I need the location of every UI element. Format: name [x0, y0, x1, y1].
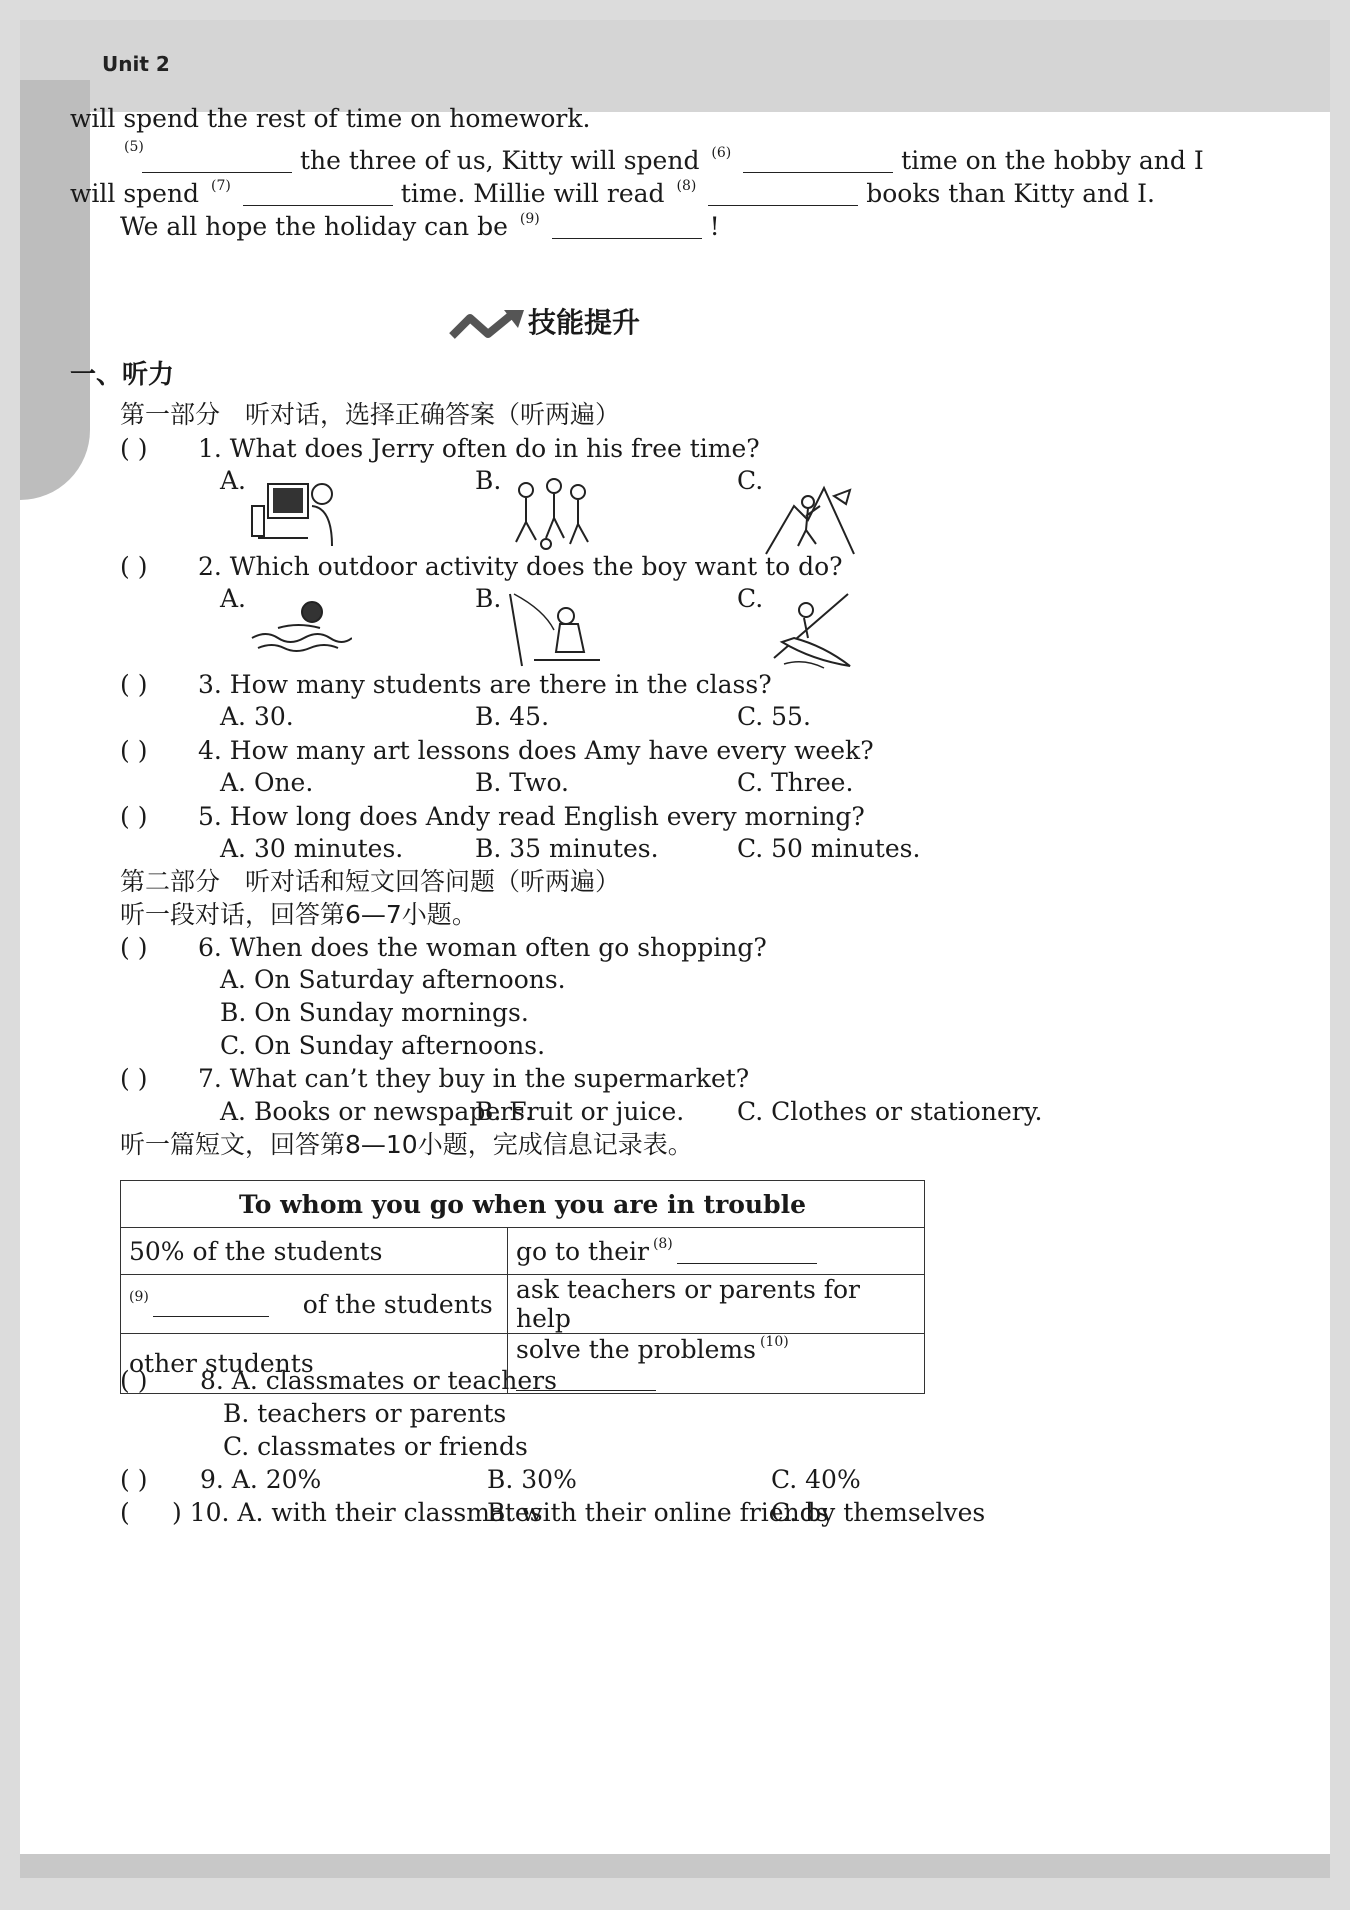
- option-1b: B.: [475, 466, 502, 495]
- part1-heading: 第一部分 听对话，选择正确答案（听两遍）: [120, 400, 621, 429]
- answer-paren-10[interactable]: (: [120, 1498, 130, 1527]
- passage-note: 听一篇短文，回答第8—10小题，完成信息记录表。: [120, 1130, 693, 1159]
- blank-table-9[interactable]: [153, 1294, 269, 1317]
- computer-user-picture[interactable]: [248, 476, 344, 554]
- question-7: 7. What can’t they buy in the supermarket?: [198, 1064, 750, 1093]
- kayaking-picture[interactable]: [764, 588, 856, 672]
- worksheet-page: [20, 20, 1330, 1878]
- answer-paren-4[interactable]: ( ): [120, 736, 148, 765]
- trend-arrow-icon: [448, 308, 528, 342]
- dialog-note: 听一段对话，回答第6—7小题。: [120, 900, 477, 929]
- option-1c: C.: [737, 466, 764, 495]
- blank-7[interactable]: [243, 183, 393, 206]
- option-10c[interactable]: C. by themselves: [771, 1498, 986, 1527]
- blank-6[interactable]: [743, 150, 893, 173]
- table-cell: $^{(9)}$ of the students: [121, 1275, 508, 1334]
- unit-label: Unit 2: [102, 52, 170, 76]
- option-2a: A.: [220, 584, 247, 613]
- question-6: 6. When does the woman often go shopping?: [198, 933, 767, 962]
- question-9-option-a[interactable]: 9. A. 20%: [200, 1465, 322, 1494]
- option-8c[interactable]: C. classmates or friends: [223, 1432, 528, 1461]
- question-5: 5. How long does Andy read English every morning?: [198, 802, 865, 831]
- option-5c[interactable]: C. 50 minutes.: [737, 834, 921, 863]
- question-10-option-a[interactable]: ) 10. A. with their classmates: [172, 1498, 543, 1527]
- option-7c[interactable]: C. Clothes or stationery.: [737, 1097, 1043, 1126]
- option-3b[interactable]: B. 45.: [475, 702, 550, 731]
- option-1a: A.: [220, 466, 247, 495]
- table-cell: other students: [121, 1334, 508, 1394]
- question-8-option-a[interactable]: 8. A. classmates or teachers: [200, 1366, 557, 1395]
- answer-paren-9[interactable]: ( ): [120, 1465, 148, 1494]
- reading-line-4: We all hope the holiday can be $^{(9)}$ !: [120, 211, 720, 241]
- reading-line-2: (5) the three of us, Kitty will spend $^{(6)}$ time on the hobby and I: [124, 139, 1204, 175]
- option-8b[interactable]: B. teachers or parents: [223, 1399, 507, 1428]
- answer-paren-3[interactable]: ( ): [120, 670, 148, 699]
- option-9c[interactable]: C. 40%: [771, 1465, 861, 1494]
- question-3: 3. How many students are there in the class?: [198, 670, 772, 699]
- option-6b[interactable]: B. On Sunday mornings.: [220, 998, 529, 1027]
- fishing-picture[interactable]: [504, 590, 600, 670]
- option-10b[interactable]: B. with their online friends: [487, 1498, 829, 1527]
- option-5a[interactable]: A. 30 minutes.: [220, 834, 404, 863]
- blank-9[interactable]: [552, 216, 702, 239]
- blank-table-8[interactable]: [677, 1241, 817, 1264]
- answer-paren-5[interactable]: ( ): [120, 802, 148, 831]
- answer-paren-1[interactable]: ( ): [120, 434, 148, 463]
- option-9b[interactable]: B. 30%: [487, 1465, 577, 1494]
- answer-paren-8[interactable]: ( ): [120, 1366, 148, 1395]
- page-footer-band: [20, 1854, 1330, 1878]
- option-3a[interactable]: A. 30.: [220, 702, 294, 731]
- table-cell: go to their $^{(8)}$: [508, 1228, 925, 1275]
- blank-5[interactable]: [142, 150, 292, 173]
- table-title-row: [121, 1181, 925, 1228]
- question-1: 1. What does Jerry often do in his free time?: [198, 434, 760, 463]
- question-4: 4. How many art lessons does Amy have every week?: [198, 736, 874, 765]
- table-cell: 50% of the students: [121, 1228, 508, 1275]
- option-5b[interactable]: B. 35 minutes.: [475, 834, 659, 863]
- option-4a[interactable]: A. One.: [220, 768, 314, 797]
- option-4c[interactable]: C. Three.: [737, 768, 854, 797]
- answer-paren-7[interactable]: ( ): [120, 1064, 148, 1093]
- football-players-picture[interactable]: [506, 476, 596, 556]
- question-2: 2. Which outdoor activity does the boy want to do?: [198, 552, 843, 581]
- option-6a[interactable]: A. On Saturday afternoons.: [220, 965, 566, 994]
- listening-heading: 一、听力: [70, 360, 175, 390]
- option-6c[interactable]: C. On Sunday afternoons.: [220, 1031, 546, 1060]
- section-title: 技能提升: [528, 306, 641, 339]
- table-cell: ask teachers or parents for help: [508, 1275, 925, 1334]
- answer-paren-6[interactable]: ( ): [120, 933, 148, 962]
- part2-heading: 第二部分 听对话和短文回答问题（听两遍）: [120, 867, 621, 896]
- reading-line-3: will spend $^{(7)}$ time. Millie will read $^{(8)}$ books than Kitty and I.: [70, 178, 1155, 208]
- blank-8[interactable]: [708, 183, 858, 206]
- table-row: [121, 1228, 925, 1275]
- table-row: [121, 1275, 925, 1334]
- option-2c: C.: [737, 584, 764, 613]
- table-title: To whom you go when you are in trouble: [121, 1181, 925, 1228]
- option-7b[interactable]: B. Fruit or juice.: [475, 1097, 685, 1126]
- mountain-climber-picture[interactable]: [764, 476, 856, 556]
- reading-line-1: will spend the rest of time on homework.: [70, 104, 591, 133]
- page-header-band: [20, 20, 1330, 112]
- table-cell: solve the problems $^{(10)}$: [508, 1334, 925, 1394]
- option-4b[interactable]: B. Two.: [475, 768, 570, 797]
- swimmer-picture[interactable]: [248, 594, 352, 654]
- decorative-swoosh: [20, 80, 90, 500]
- option-3c[interactable]: C. 55.: [737, 702, 811, 731]
- info-record-table: [120, 1180, 925, 1394]
- option-2b: B.: [475, 584, 502, 613]
- section-banner: [448, 308, 528, 346]
- answer-paren-2[interactable]: ( ): [120, 552, 148, 581]
- option-7a[interactable]: A. Books or newspapers.: [220, 1097, 533, 1126]
